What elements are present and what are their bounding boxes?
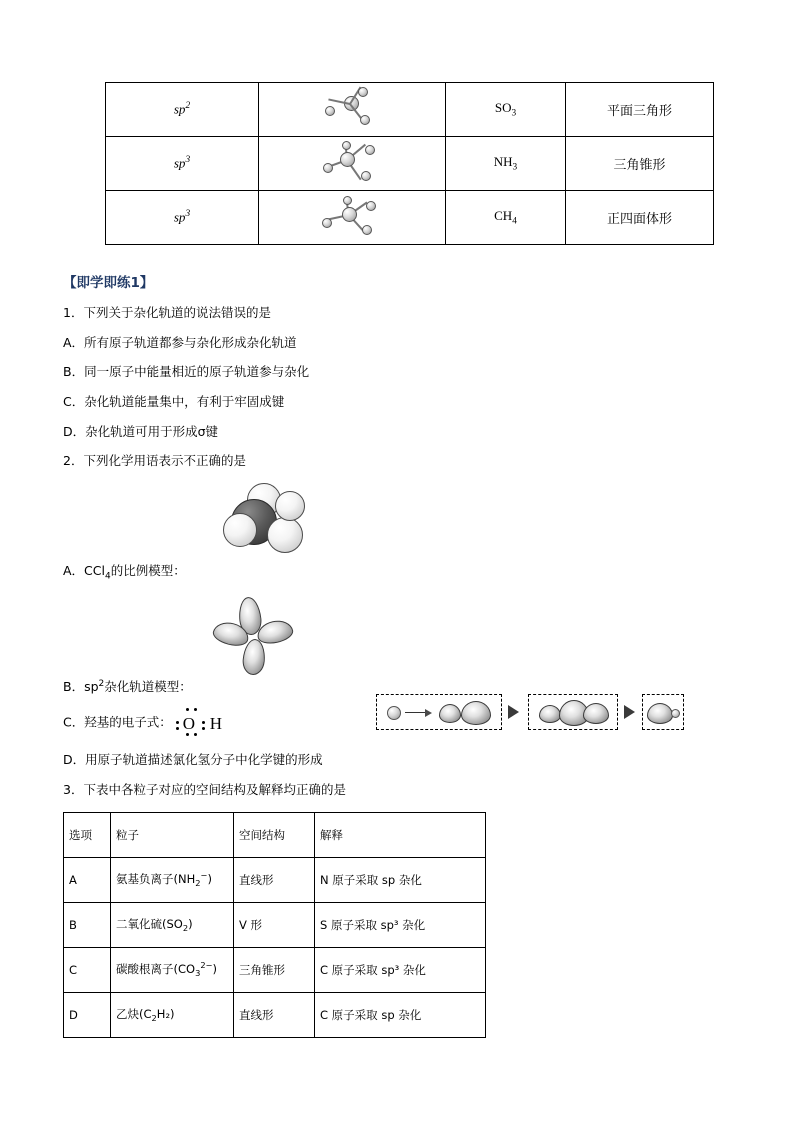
particle-sup: 2− (200, 960, 213, 971)
header-particle: 粒子 (111, 812, 234, 857)
hybrid-superscript: 3 (185, 209, 191, 220)
shape-text: 正四面体形 (606, 212, 672, 227)
cell-option: D (64, 992, 111, 1037)
question-2-option-a (63, 563, 731, 583)
cell-explanation: C 原子采取 sp³ 杂化 (315, 947, 486, 992)
table-row (64, 992, 486, 1037)
cell-explanation: C 原子采取 sp 杂化 (315, 992, 486, 1037)
particle-pre: 乙炔(C (116, 1007, 152, 1022)
cell-option: A (64, 857, 111, 902)
particle-sub: 2 (195, 878, 201, 889)
cell-explanation: N 原子采取 sp 杂化 (315, 857, 486, 902)
cell-shape (566, 191, 714, 245)
question-2-stem: 2．下列化学用语表示不正确的是 (63, 453, 246, 469)
option-a-text-post: 的比例模型： (110, 562, 186, 578)
particle-sub: 3 (195, 968, 201, 979)
question-1-option-a: A．所有原子轨道都参与杂化形成杂化轨道 (63, 334, 297, 350)
particle-post: ) (212, 962, 218, 977)
arrow-right-icon (508, 705, 519, 719)
hydrogen-letter: H (209, 714, 223, 734)
hybrid-label: sp (173, 155, 186, 171)
option-b-superscript: 2 (98, 678, 105, 689)
section-title: 【即学即练1】 (63, 275, 154, 291)
hybrid-superscript: 3 (185, 155, 191, 166)
header-explanation: 解释 (315, 812, 486, 857)
tetrahedral-model-icon (292, 195, 412, 241)
particle-post: H₂) (156, 1007, 175, 1022)
table-row (64, 857, 486, 902)
table-row (106, 83, 714, 137)
sp2-orbital-model-icon (213, 597, 323, 677)
hydroxyl-electron-formula-icon (172, 708, 246, 738)
shape-text: 三角锥形 (613, 158, 666, 173)
hybrid-label: sp (173, 101, 186, 117)
cell-formula (446, 137, 566, 191)
option-a-subscript: 4 (104, 571, 111, 582)
particle-sub: 2 (151, 1013, 157, 1024)
question-2-option-d: D．用原子轨道描述氯化氢分子中化学键的形成 (63, 752, 323, 768)
shape-text: 平面三角形 (606, 104, 672, 119)
option-b-text-pre: B．sp (63, 678, 99, 694)
particle-post: ) (207, 872, 212, 887)
question-3-stem: 3．下表中各粒子对应的空间结构及解释均正确的是 (63, 781, 346, 797)
option-c-text: C．羟基的电子式： (63, 714, 172, 730)
cell-option: B (64, 902, 111, 947)
formula-text: SO (494, 100, 512, 116)
table-row (64, 902, 486, 947)
oxygen-letter: O (182, 714, 196, 734)
particle-pre: 二氧化硫(SO (116, 917, 183, 932)
particle-sub: 2 (182, 923, 189, 934)
formula-subscript: 3 (511, 108, 517, 119)
cell-hybrid-type (106, 83, 259, 137)
ccl4-space-filling-model-icon (223, 483, 323, 561)
table-row (106, 191, 714, 245)
particle-structure-table (63, 812, 486, 1038)
option-b-text-post: 杂化轨道模型： (104, 678, 192, 694)
cell-particle (111, 902, 234, 947)
document-content (63, 82, 731, 1038)
cell-explanation: S 原子采取 sp³ 杂化 (315, 902, 486, 947)
overlap-stage-1-box (376, 694, 502, 730)
table-row (64, 947, 486, 992)
particle-pre: 氨基负离子(NH (116, 872, 196, 887)
trigonal-planar-model-icon (292, 87, 412, 133)
option-a-text-pre: A．CCl (63, 562, 105, 578)
formula-subscript: 4 (512, 216, 517, 227)
cell-structure: V 形 (234, 902, 315, 947)
question-1-option-c: C．杂化轨道能量集中，有利于牢固成键 (63, 393, 285, 409)
formula-text: NH (493, 154, 513, 170)
cell-shape (566, 137, 714, 191)
question-1-option-d: D．杂化轨道可用于形成σ键 (63, 423, 219, 439)
table-row (106, 137, 714, 191)
cell-hybrid-type (106, 191, 259, 245)
header-option: 选项 (64, 812, 111, 857)
particle-post: ) (188, 917, 193, 932)
header-structure: 空间结构 (234, 812, 315, 857)
particle-pre: 碳酸根离子(CO (116, 962, 196, 977)
cell-molecule-model (259, 191, 446, 245)
cell-shape (566, 83, 714, 137)
arrow-right-icon (624, 705, 635, 719)
cell-molecule-model (259, 83, 446, 137)
cell-structure: 直线形 (234, 857, 315, 902)
hybrid-label: sp (173, 209, 186, 225)
table-header-row (64, 812, 486, 857)
formula-text: CH (494, 208, 513, 224)
cell-structure: 三角锥形 (234, 947, 315, 992)
overlap-stage-2-box (528, 694, 618, 730)
cell-particle (111, 857, 234, 902)
cell-particle (111, 947, 234, 992)
hcl-orbital-overlap-diagram (376, 694, 684, 730)
question-2-option-b (63, 679, 731, 695)
question-1-stem: 1．下列关于杂化轨道的说法错误的是 (63, 305, 271, 320)
cell-structure: 直线形 (234, 992, 315, 1037)
question-1-option-b: B．同一原子中能量相近的原子轨道参与杂化 (63, 364, 310, 380)
trigonal-pyramidal-model-icon (292, 141, 412, 187)
cell-particle (111, 992, 234, 1037)
cell-formula (446, 83, 566, 137)
cell-molecule-model (259, 137, 446, 191)
formula-subscript: 3 (512, 162, 518, 173)
particle-sup: − (200, 870, 208, 881)
cell-formula (446, 191, 566, 245)
hybrid-superscript: 2 (185, 101, 191, 112)
hybridization-table (105, 82, 714, 245)
overlap-stage-3-box (642, 694, 684, 730)
cell-hybrid-type (106, 137, 259, 191)
cell-option: C (64, 947, 111, 992)
